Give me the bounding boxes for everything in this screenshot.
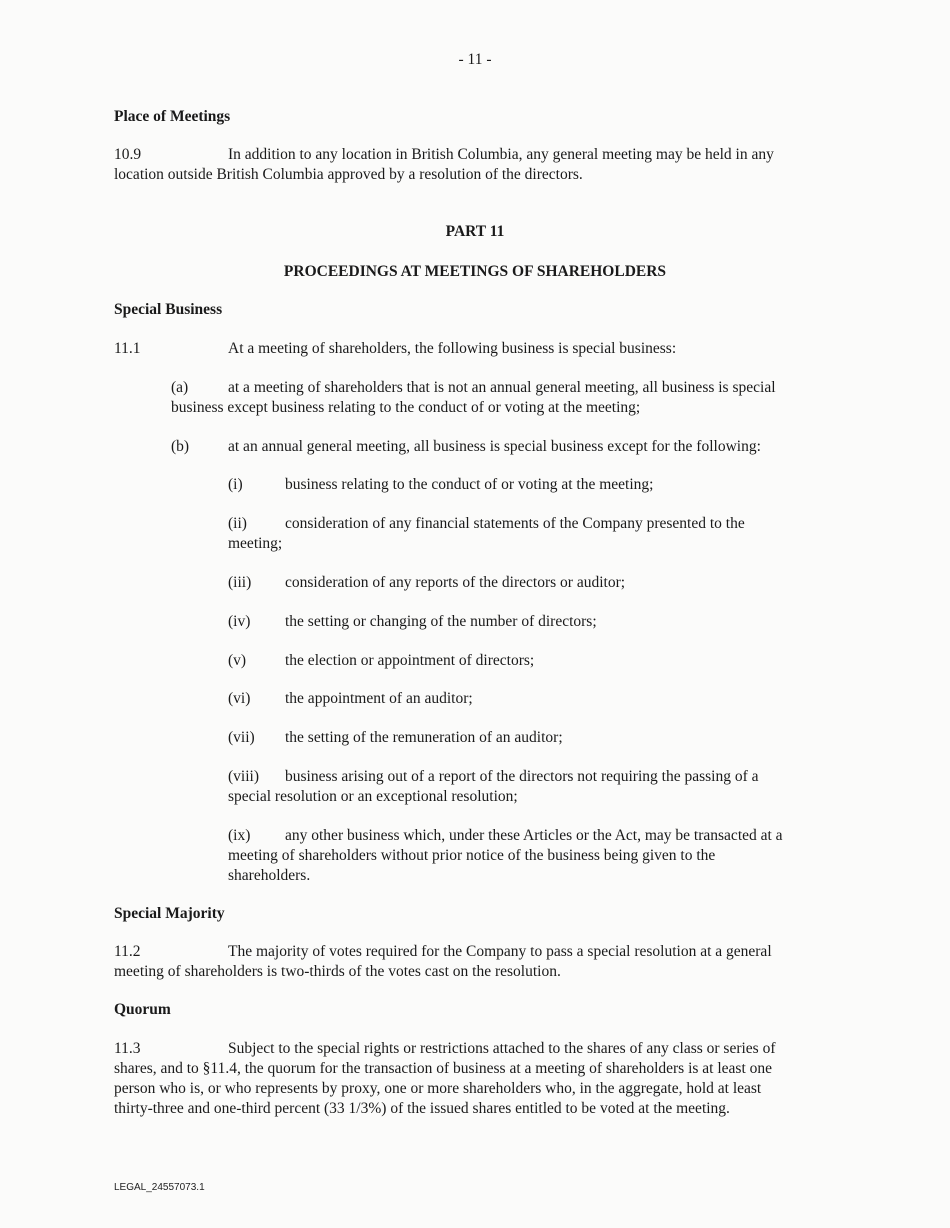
sub-item-label: (viii): [228, 768, 259, 785]
sub-item-text-line: business arising out of a report of the directors not requiring the passing of a: [285, 768, 759, 785]
sub-item-text-line: meeting;: [228, 535, 283, 552]
paragraph-text-line: location outside British Columbia approved by a resolution of the directors.: [114, 166, 583, 183]
item-label: (a): [171, 379, 189, 396]
item-text-line: at a meeting of shareholders that is not an annual general meeting, all business is special: [228, 379, 776, 396]
paragraph-number: 11.2: [114, 943, 141, 960]
item-label: (b): [171, 438, 190, 455]
heading-special-business: Special Business: [114, 301, 223, 318]
sub-item-text-line: consideration of any financial statements of the Company presented to the: [285, 515, 745, 532]
sub-item-label: (iv): [228, 613, 251, 630]
sub-item-label: (ix): [228, 827, 251, 844]
part-title: PART 11: [445, 223, 505, 240]
heading-special-majority: Special Majority: [114, 905, 225, 922]
sub-item-label: (vii): [228, 729, 255, 746]
paragraph-text-line: shares, and to §11.4, the quorum for the transaction of business at a meeting of shareholders is at least one: [114, 1060, 773, 1077]
sub-item-label: (v): [228, 652, 247, 669]
part-subtitle: PROCEEDINGS AT MEETINGS OF SHAREHOLDERS: [283, 263, 667, 280]
sub-item-text-line: the setting or changing of the number of directors;: [285, 613, 597, 630]
sub-item-text-line: special resolution or an exceptional resolution;: [228, 788, 518, 805]
paragraph-number: 11.3: [114, 1040, 141, 1057]
sub-item-label: (iii): [228, 574, 252, 591]
sub-item-text-line: the appointment of an auditor;: [285, 690, 473, 707]
page-number: - 11 -: [458, 51, 492, 68]
item-text-line: at an annual general meeting, all business is special business except for the following:: [228, 438, 761, 455]
heading-quorum: Quorum: [114, 1001, 171, 1018]
sub-item-text-line: meeting of shareholders without prior notice of the business being given to the: [228, 847, 716, 864]
paragraph-text-line: In addition to any location in British Columbia, any general meeting may be held in any: [228, 146, 774, 163]
heading-place-of-meetings: Place of Meetings: [114, 108, 231, 125]
sub-item-text-line: business relating to the conduct of or voting at the meeting;: [285, 476, 654, 493]
paragraph-text-line: The majority of votes required for the Company to pass a special resolution at a general: [228, 943, 772, 960]
sub-item-text-line: consideration of any reports of the directors or auditor;: [285, 574, 626, 591]
paragraph-text-line: meeting of shareholders is two-thirds of the votes cast on the resolution.: [114, 963, 561, 980]
paragraph-text-line: person who is, or who represents by proxy, one or more shareholders who, in the aggregate, hold at least: [114, 1080, 762, 1097]
sub-item-label: (ii): [228, 515, 247, 532]
document-footer-id: LEGAL_24557073.1: [114, 1182, 205, 1193]
paragraph-text-line: thirty-three and one-third percent (33 1/3%) of the issued shares entitled to be voted at the meeting.: [114, 1100, 730, 1117]
paragraph-number: 10.9: [114, 146, 142, 163]
sub-item-label: (vi): [228, 690, 251, 707]
item-text-line: business except business relating to the conduct of or voting at the meeting;: [171, 399, 641, 416]
paragraph-number: 11.1: [114, 340, 141, 357]
sub-item-text-line: any other business which, under these Articles or the Act, may be transacted at a: [285, 827, 783, 844]
sub-item-text-line: shareholders.: [228, 867, 311, 884]
sub-item-text-line: the election or appointment of directors;: [285, 652, 535, 669]
sub-item-label: (i): [228, 476, 243, 493]
paragraph-text-line: At a meeting of shareholders, the following business is special business:: [228, 340, 677, 357]
paragraph-text-line: Subject to the special rights or restrictions attached to the shares of any class or series of: [228, 1040, 776, 1057]
sub-item-text-line: the setting of the remuneration of an auditor;: [285, 729, 563, 746]
